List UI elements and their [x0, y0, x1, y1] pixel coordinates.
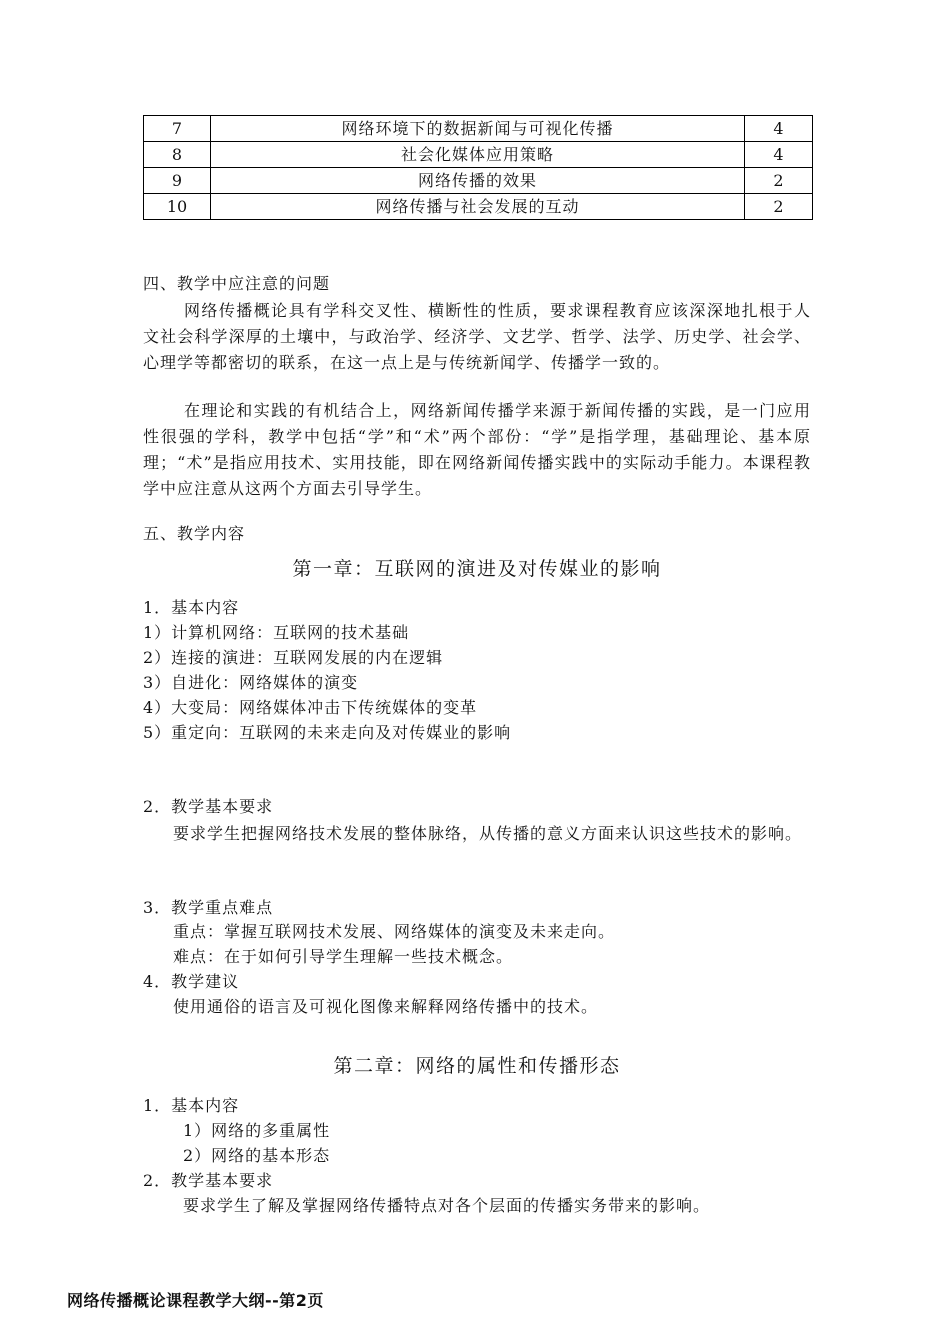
- chapter2-item: 1）网络的多重属性: [183, 1121, 331, 1140]
- chapter-number: 7: [144, 116, 211, 142]
- chapter-title: 网络环境下的数据新闻与可视化传播: [211, 116, 745, 142]
- section5-heading: 五、教学内容: [143, 524, 246, 543]
- chapter-title: 网络传播与社会发展的互动: [211, 194, 745, 220]
- chapter-number: 9: [144, 168, 211, 194]
- section4-heading: 四、教学中应注意的问题: [143, 274, 331, 293]
- chapter1-item: 5）重定向：互联网的未来走向及对传媒业的影响: [143, 723, 512, 742]
- course-hours-table: [143, 115, 813, 220]
- table-row: [144, 142, 813, 168]
- chapter1-advice-heading: 4．教学建议: [143, 972, 240, 991]
- chapter1-title: 第一章：互联网的演进及对传媒业的影响: [292, 558, 662, 580]
- chapter1-key-points-heading: 3．教学重点难点: [143, 898, 274, 917]
- section4-paragraph-1: 网络传播概论具有学科交叉性、横断性的性质，要求课程教育应该深深地扎根于人文社会科学深厚的土壤中，与政治学、经济学、文艺学、哲学、法学、历史学、社会学、心理学等都密切的联系，在这一点上是与传统新闻学、传播学一致的。: [143, 301, 811, 372]
- chapter-hours: 2: [745, 194, 813, 220]
- chapter2-requirements-text: 要求学生了解及掌握网络传播特点对各个层面的传播实务带来的影响。: [183, 1196, 711, 1215]
- table-row: [144, 168, 813, 194]
- chapter1-item: 4）大变局：网络媒体冲击下传统媒体的变革: [143, 698, 478, 717]
- chapter1-requirements-text: 要求学生把握网络技术发展的整体脉络，从传播的意义方面来认识这些技术的影响。: [173, 824, 803, 843]
- chapter-hours: 4: [745, 142, 813, 168]
- chapter-title: 社会化媒体应用策略: [211, 142, 745, 168]
- chapter1-difficulty: 难点：在于如何引导学生理解一些技术概念。: [173, 947, 514, 966]
- chapter2-title: 第二章：网络的属性和传播形态: [333, 1055, 621, 1077]
- chapter-hours: 2: [745, 168, 813, 194]
- section4-paragraph-2: 在理论和实践的有机结合上，网络新闻传播学来源于新闻传播的实践，是一门应用性很强的学科，教学中包括“学”和“术”两个部份：“学”是指学理，基础理论、基本原理；“术”是指应用技术、实用技能，即在网络新闻传播实践中的实际动手能力。本课程教学中应注意从这两个方面去引导学生。: [143, 401, 811, 498]
- page-footer: 网络传播概论课程教学大纲--第2页: [67, 1291, 324, 1310]
- chapter1-item: 1）计算机网络：互联网的技术基础: [143, 623, 410, 642]
- chapter2-item: 2）网络的基本形态: [183, 1146, 331, 1165]
- chapter1-content-heading: 1．基本内容: [143, 598, 240, 617]
- chapter1-item: 3）自进化：网络媒体的演变: [143, 673, 359, 692]
- table-row: [144, 116, 813, 142]
- table-row: [144, 194, 813, 220]
- chapter1-advice-text: 使用通俗的语言及可视化图像来解释网络传播中的技术。: [173, 997, 599, 1016]
- chapter-title: 网络传播的效果: [211, 168, 745, 194]
- chapter-number: 10: [144, 194, 211, 220]
- chapter1-key-point: 重点：掌握互联网技术发展、网络媒体的演变及未来走向。: [173, 922, 616, 941]
- chapter1-item: 2）连接的演进：互联网发展的内在逻辑: [143, 648, 444, 667]
- chapter2-requirements-heading: 2．教学基本要求: [143, 1171, 274, 1190]
- chapter2-content-heading: 1．基本内容: [143, 1096, 240, 1115]
- chapter-hours: 4: [745, 116, 813, 142]
- chapter-number: 8: [144, 142, 211, 168]
- chapter1-requirements-heading: 2．教学基本要求: [143, 797, 274, 816]
